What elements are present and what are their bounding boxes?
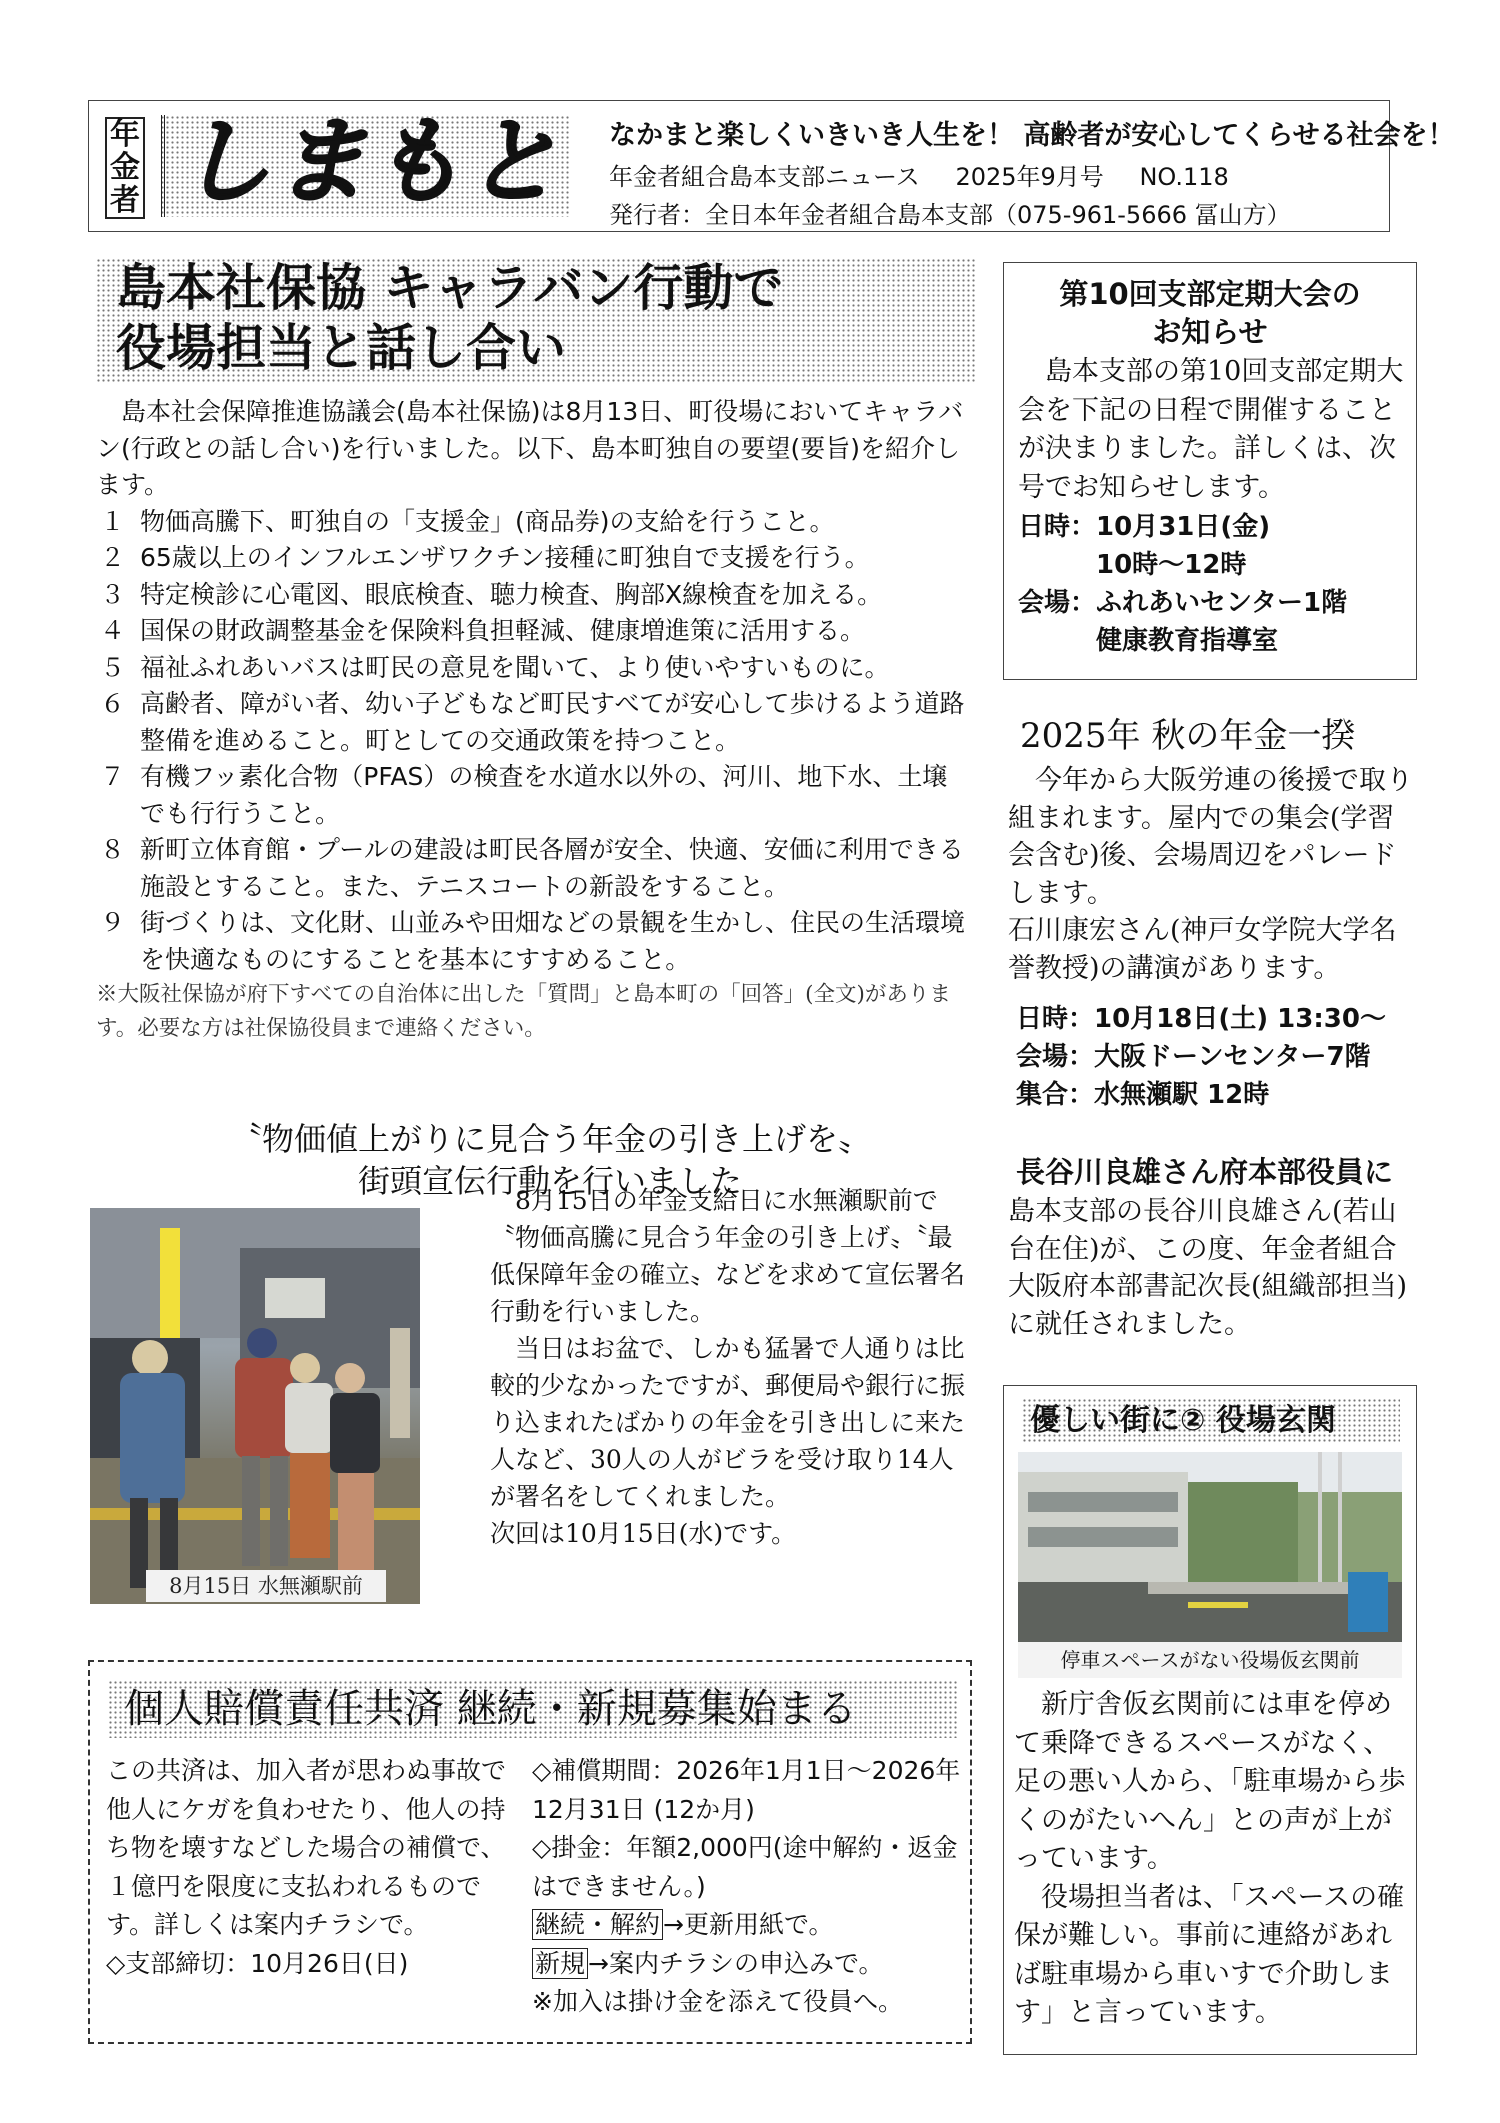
notice-title: [1004, 275, 1416, 351]
pension-rally-text: 今年から大阪労連の後援で取り組まれます。屋内での集会(学習会含む)後、会場周辺をパレードします。: [1008, 765, 1413, 909]
insurance-box: [88, 1660, 972, 2044]
rally-meeting-point: 集合：水無瀬駅 12時: [1016, 1080, 1270, 1110]
insurance-left: [106, 1752, 506, 1983]
insurance-new: [532, 1945, 972, 1984]
request-item: [96, 540, 968, 577]
request-text: 福祉ふれあいバスは町民の意見を聞いて、より使いやすいものに。: [140, 652, 890, 682]
kind-town-box: [1003, 1385, 1417, 2055]
request-text: 街づくりは、文化財、山並みや田畑などの景観を生かし、住民の生活環境を快適なものにすることを基本にすすめること。: [140, 908, 966, 974]
article2-next-date: 次回は10月15日(水)です。: [490, 1519, 797, 1548]
request-item: [96, 905, 968, 978]
article2-body: [490, 1182, 974, 1552]
label-char: 者: [110, 182, 140, 218]
request-number: ８: [100, 835, 126, 864]
appointment-title: 長谷川良雄さん府本部役員に: [1016, 1155, 1394, 1189]
street-campaign-photo: [90, 1208, 420, 1604]
issue-name: 年金者組合島本支部ニュース: [609, 163, 920, 191]
pension-rally-details: [1016, 1000, 1416, 1114]
kind-town-title: 優しい街に② 役場玄関: [1030, 1403, 1336, 1438]
convention-notice: [1003, 262, 1417, 680]
insurance-period: ◇補償期間：2026年1月1日～2026年12月31日 (12か月): [532, 1756, 961, 1824]
article1-note: ※大阪社保協が府下すべての自治体に出した「質問」と島本町の「回答」(全文)があります。必要な方は社保協役員まで連絡ください。: [96, 982, 951, 1041]
issue-line: [609, 157, 1257, 192]
notice-body: [1018, 353, 1404, 507]
venue-value: ふれあいセンター1階: [1096, 588, 1348, 618]
renewal-label: 継続・解約: [532, 1909, 663, 1940]
request-text: 有機フッ素化合物（PFAS）の検査を水道水以外の、河川、地下水、土壌でも行行うこと。: [140, 762, 948, 828]
request-number: ６: [100, 689, 126, 718]
masthead-label: [105, 117, 145, 219]
request-text: 65歳以上のインフルエンザワクチン接種に町独自で支援を行う。: [140, 543, 870, 572]
request-item: [96, 613, 968, 650]
request-number: １: [100, 506, 126, 536]
request-text: 物価高騰下、町独自の「支援金」(商品券)の支給を行うこと。: [140, 506, 835, 536]
request-item: [96, 832, 968, 905]
request-number: ７: [100, 762, 126, 791]
request-number: ３: [100, 579, 126, 609]
insurance-note: ※加入は掛け金を添えて役員へ。: [532, 1987, 903, 2016]
renewal-text: →更新用紙で。: [663, 1910, 834, 1939]
request-number: ９: [100, 908, 126, 937]
request-text: 新町立体育館・プールの建設は町民各層が安全、快適、安価に利用できる施設とすること。また、テニスコートの新設をすること。: [140, 835, 964, 901]
notice-venue-row: [1018, 584, 1404, 622]
notice-date-row: [1018, 508, 1404, 546]
room-value: 健康教育指導室: [1096, 626, 1279, 656]
insurance-description: この共済は、加入者が思わぬ事故で他人にケガを負わせたり、他人の持ち物を壊すなどした場合の補償で、１億円を限度に支払われるものです。詳しくは案内チラシで。: [106, 1756, 507, 1939]
kind-town-paragraph: 新庁舎仮玄関前には車を停めて乗降できるスペースがなく、足の悪い人から、「駐車場から歩くのがたいへん」との声が上がっています。: [1014, 1689, 1406, 1874]
kind-town-body: [1014, 1686, 1406, 2033]
photo-caption: 8月15日 水無瀬駅前: [146, 1570, 386, 1602]
label-char: 年: [110, 117, 140, 153]
pension-rally-lecture: 石川康宏さん(神戸女学院大学名誉教授)の講演があります。: [1008, 915, 1397, 984]
appointment-body: 島本支部の長谷川良雄さん(若山台在住)が、この度、年金者組合大阪府本部書記次長(組織部担当)に就任されました。: [1008, 1196, 1408, 1340]
masthead: [88, 100, 1455, 232]
pension-rally-title: 2025年 秋の年金一揆: [1020, 716, 1356, 756]
article2-paragraph: 8月15日の年金支給日に水無瀬駅前で〝物価高騰に見合う年金の引き上げ〟〝最低保障年金の確立〟などを求めて宣伝署名行動を行いました。: [490, 1186, 966, 1326]
request-item: [96, 686, 968, 759]
article1-intro: 島本社会保障推進協議会(島本社保協)は8月13日、町役場においてキャラバン(行政との話し合い)を行いました。以下、島本町独自の要望(要旨)を紹介します。: [96, 397, 964, 499]
insurance-renewal: [532, 1906, 972, 1945]
issue-date: 2025年9月号: [955, 163, 1104, 191]
headline-line-1: 島本社保協 キャラバン行動で: [116, 259, 784, 317]
insurance-title-box: [108, 1680, 958, 1738]
article1-headline: [96, 258, 976, 382]
notice-text: 島本支部の第10回支部定期大会を下記の日程で開催することが決まりました。詳しくは、次号でお知らせします。: [1018, 356, 1404, 503]
kind-town-paragraph: 役場担当者は、「スペースの確保が難しい。事前に連絡があれば駐車場から車いすで介助します」と言っています。: [1014, 1881, 1405, 2028]
request-item: [96, 504, 968, 541]
rally-date: 日時：10月18日(土) 13:30～: [1016, 1004, 1386, 1034]
article2-title-line-2: 街頭宣伝行動を行いました: [357, 1162, 742, 1200]
request-number: ４: [100, 616, 126, 645]
venue-label: 会場：: [1018, 588, 1097, 618]
pension-rally-body: [1008, 762, 1418, 987]
masthead-title-box: [161, 108, 570, 217]
masthead-title: しまもと: [177, 108, 562, 217]
date-label: 日時：: [1018, 512, 1097, 542]
street-campaign-photo-illustration: [90, 1208, 420, 1604]
request-text: 高齢者、障がい者、幼い子どもなど町民すべてが安心して歩けるよう道路整備を進めること。町としての交通政策を持つこと。: [140, 689, 965, 755]
request-item: [96, 577, 968, 614]
new-text: →案内チラシの申込みで。: [588, 1948, 884, 1978]
date-value: 10月31日(金): [1096, 512, 1271, 542]
time-value: 10時～12時: [1096, 550, 1247, 580]
article1-body: [96, 394, 968, 1046]
headline-line-2: 役場担当と話し合い: [116, 319, 566, 377]
insurance-fee: ◇掛金：年額2,000円(途中解約・返金はできません。): [532, 1833, 958, 1901]
masthead-slogan: なかまと楽しくいきいき人生を！ 高齢者が安心してくらせる社会を！: [609, 120, 1455, 151]
photo-caption: 停車スペースがない役場仮玄関前: [1018, 1642, 1402, 1678]
request-number: ２: [100, 543, 126, 572]
kind-town-title-box: [1022, 1398, 1400, 1444]
article2-paragraph: 当日はお盆で、しかも猛暑で人通りは比較的少なかったですが、郵便局や銀行に振り込まれたばかりの年金を引き出しに来た人など、30人の人がビラを受け取り14人が署名をしてくれました。: [490, 1334, 966, 1511]
label-char: 金: [110, 149, 140, 185]
notice-title-line-2: お知らせ: [1152, 315, 1268, 349]
insurance-title: 個人賠償責任共済 継続・新規募集始まる: [124, 1686, 857, 1732]
issue-number: NO.118: [1139, 163, 1229, 191]
insurance-right: [532, 1752, 972, 2022]
notice-title-line-1: 第10回支部定期大会の: [1059, 277, 1361, 311]
publisher-line: 発行者：全日本年金者組合島本支部（075-961-5666 冨山方）: [609, 201, 1291, 229]
request-item: [96, 759, 968, 832]
request-number: ５: [100, 652, 126, 682]
article2-title-line-1: 〝物価値上がりに見合う年金の引き上げを〟: [229, 1120, 870, 1158]
notice-details: [1018, 508, 1404, 660]
request-text: 国保の財政調整基金を保険料負担軽減、健康増進策に活用する。: [140, 616, 866, 645]
request-item: [96, 650, 968, 687]
insurance-deadline: ◇支部締切：10月26日(日): [106, 1948, 409, 1978]
new-label: 新規: [532, 1948, 588, 1979]
request-text: 特定検診に心電図、眼底検査、聴力検査、胸部X線検査を加える。: [140, 579, 883, 609]
rally-venue: 会場：大阪ドーンセンター7階: [1016, 1042, 1371, 1072]
